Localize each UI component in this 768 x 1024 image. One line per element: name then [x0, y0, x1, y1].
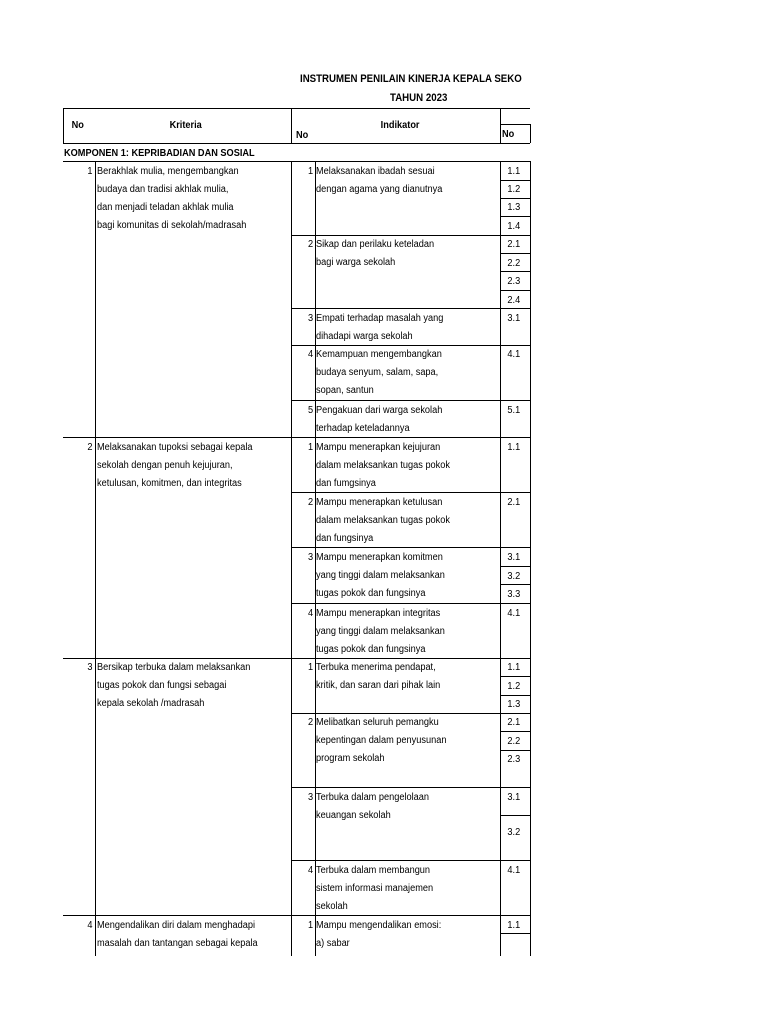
row-line [500, 695, 530, 696]
indicator-no: 4 [308, 608, 314, 619]
criteria-no: 2 [87, 442, 93, 453]
indicator-text: Terbuka menerima pendapat, kritik, dan saran dari pihak lain [316, 662, 441, 691]
column-line [291, 161, 292, 956]
criteria-no: 3 [87, 662, 93, 673]
indicator-no: 5 [308, 405, 314, 416]
criteria-no: 1 [87, 166, 93, 177]
indicator-text: Terbuka dalam membangun sistem informasi manajemen sekolah [316, 865, 434, 912]
row-line [500, 584, 530, 585]
row-line [63, 658, 530, 659]
table-border [530, 124, 531, 143]
row-line [500, 290, 530, 291]
row-line [500, 180, 530, 181]
sub-no: 1.4 [507, 221, 521, 232]
indicator-text: Mampu menerapkan integritas yang tinggi dalam melaksankan tugas pokok dan fungsinya [316, 608, 445, 655]
indicator-no: 1 [308, 442, 314, 453]
sub-no: 2.1 [507, 239, 521, 250]
row-line [500, 216, 530, 217]
row-line [500, 731, 530, 732]
row-line [292, 603, 530, 604]
indicator-text: Terbuka dalam pengelolaan keuangan sekolah [316, 792, 430, 821]
row-line [500, 271, 530, 272]
header-no: No [71, 120, 84, 131]
header-no-indikator: No [295, 130, 309, 141]
criteria-no: 4 [87, 920, 93, 931]
row-line [292, 547, 530, 548]
sub-no: 2.2 [507, 258, 521, 269]
criteria-text: Bersikap terbuka dalam melaksankan tugas pokok dan fungsi sebagai kepala sekolah /madrasah [97, 662, 251, 709]
sub-no: 4.1 [507, 608, 521, 619]
row-line [292, 492, 530, 493]
sub-no: 1.1 [507, 920, 521, 931]
row-line [500, 933, 530, 934]
indicator-no: 1 [308, 166, 314, 177]
indicator-no: 4 [308, 865, 314, 876]
sub-no: 2.4 [507, 295, 521, 306]
indicator-text: Pengakuan dari warga sekolah terhadap keteladannya [316, 405, 443, 434]
column-line [500, 161, 501, 956]
table-border [63, 161, 291, 162]
indicator-no: 2 [308, 497, 314, 508]
indicator-text: Mampu menerapkan komitmen yang tinggi dalam melaksankan tugas pokok dan fungsinya [316, 552, 445, 599]
sub-no: 3.3 [507, 589, 521, 600]
sub-no: 3.1 [507, 552, 521, 563]
indicator-text: Mampu menerapkan kejujuran dalam melaksankan tugas pokok dan fumgsinya [316, 442, 450, 489]
document-title: INSTRUMEN PENILAIN KINERJA KEPALA SEKO [300, 73, 522, 85]
row-line [500, 750, 530, 751]
indicator-text: Empati terhadap masalah yang dihadapi warga sekolah [316, 313, 444, 342]
indicator-no: 3 [308, 313, 314, 324]
row-line [292, 308, 530, 309]
criteria-text: Melaksanakan tupoksi sebagai kepala sekolah dengan penuh kejujuran, ketulusan, komitmen, dan integritas [97, 442, 253, 489]
table-border [291, 108, 292, 143]
table-border [292, 161, 530, 162]
sub-no: 1.1 [507, 166, 521, 177]
sub-no: 3.1 [507, 313, 521, 324]
table-border [500, 108, 501, 143]
sub-no: 3.2 [507, 827, 521, 838]
row-line [500, 815, 530, 816]
sub-no: 5.1 [507, 405, 521, 416]
column-line [95, 161, 96, 956]
row-line [292, 787, 530, 788]
indicator-text: Melibatkan seluruh pemangku kepentingan dalam penyusunan program sekolah [316, 717, 447, 764]
row-line [292, 345, 530, 346]
sub-no: 2.2 [507, 736, 521, 747]
row-line [500, 253, 530, 254]
indicator-text: Sikap dan perilaku keteladan bagi warga sekolah [316, 239, 435, 268]
sub-no: 1.1 [507, 662, 521, 673]
indicator-text: Melaksanakan ibadah sesuai dengan agama yang dianutnya [316, 166, 443, 195]
row-line [63, 437, 530, 438]
sub-no: 1.1 [507, 442, 521, 453]
header-kriteria: Kriteria [169, 120, 202, 131]
column-line [530, 161, 531, 956]
component-heading: KOMPONEN 1: KEPRIBADIAN DAN SOSIAL [64, 148, 255, 159]
criteria-text: Berakhlak mulia, mengembangkan budaya dan tradisi akhlak mulia, dan menjadi teladan akhlak mulia bagi komunitas di sekolah/madrasah [97, 166, 247, 231]
row-line [500, 198, 530, 199]
sub-no: 4.1 [507, 865, 521, 876]
indicator-no: 1 [308, 662, 314, 673]
row-line [292, 400, 530, 401]
sub-no: 1.2 [507, 184, 521, 195]
indicator-no: 1 [308, 920, 314, 931]
table-border [63, 108, 64, 143]
indicator-no: 3 [308, 792, 314, 803]
table-border [63, 143, 530, 144]
sub-no: 1.3 [507, 202, 521, 213]
column-line [315, 161, 316, 956]
sub-no: 4.1 [507, 349, 521, 360]
indicator-text: Kemampuan mengembangkan budaya senyum, salam, sapa, sopan, santun [316, 349, 442, 396]
header-indikator: Indikator [380, 120, 420, 131]
sub-no: 2.1 [507, 717, 521, 728]
table-border [63, 108, 530, 109]
sub-no: 1.2 [507, 681, 521, 692]
indicator-no: 3 [308, 552, 314, 563]
row-line [292, 713, 530, 714]
indicator-no: 4 [308, 349, 314, 360]
indicator-no: 2 [308, 717, 314, 728]
row-line [292, 860, 530, 861]
header-no-sub: No [502, 129, 515, 140]
row-line [292, 235, 530, 236]
sub-no: 3.2 [507, 571, 521, 582]
indicator-text: Mampu menerapkan ketulusan dalam melaksankan tugas pokok dan fungsinya [316, 497, 450, 544]
sub-no: 2.3 [507, 754, 521, 765]
row-line [500, 566, 530, 567]
row-line [500, 676, 530, 677]
indicator-no: 2 [308, 239, 314, 250]
criteria-text: Mengendalikan diri dalam menghadapi masalah dan tantangan sebagai kepala [97, 920, 258, 949]
indicator-text: Mampu mengendalikan emosi: a) sabar [316, 920, 442, 949]
sub-no: 2.3 [507, 276, 521, 287]
sub-no: 2.1 [507, 497, 521, 508]
sub-no: 3.1 [507, 792, 521, 803]
table-border [500, 124, 530, 125]
row-line [63, 915, 530, 916]
document-year: TAHUN 2023 [390, 92, 448, 104]
sub-no: 1.3 [507, 699, 521, 710]
